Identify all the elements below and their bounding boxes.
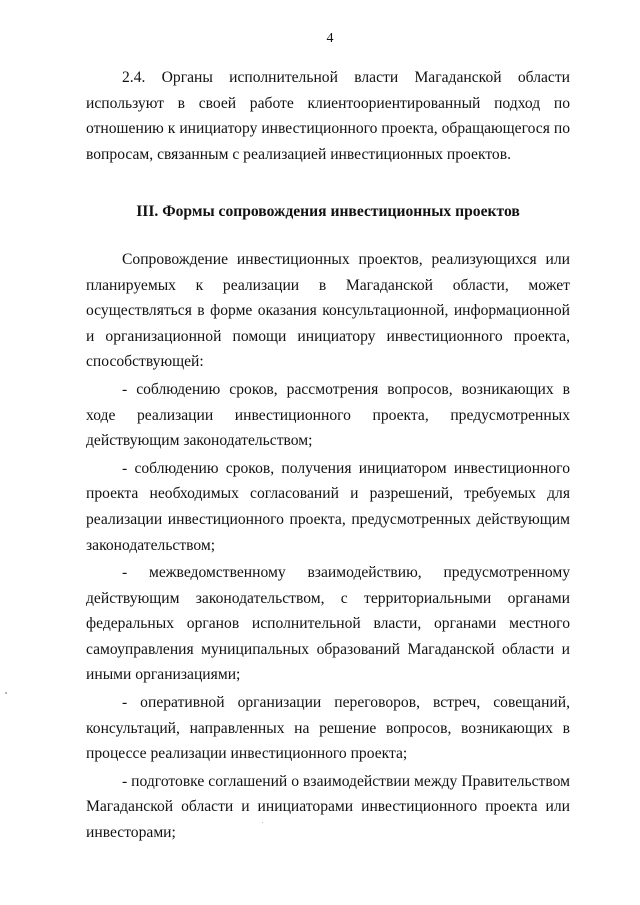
list-item: - соблюдению сроков, получения инициатором инвестиционного проекта необходимых согласований и разрешений, требуемых для реализации инвестиционного проекта, предусмотренных действующим законодательством; — [86, 459, 570, 554]
document-body — [86, 65, 570, 846]
scan-speck — [262, 822, 263, 823]
list-item: - подготовке соглашений о взаимодействии между Правительством Магаданской области и инициаторами инвестиционного проекта или инвесторами; — [86, 772, 570, 842]
scan-speck — [5, 692, 7, 694]
list-item: - соблюдению сроков, рассмотрения вопросов, возникающих в ходе реализации инвестиционного проекта, предусмотренных действующим законодательством; — [86, 380, 570, 450]
list-item: - оперативной организации переговоров, встреч, совещаний, консультаций, направленных на решение вопросов, возникающих в процессе реализации инвестиционного проекта; — [86, 694, 570, 763]
list-item: - межведомственному взаимодействию, предусмотренному действующим законодательством, с территориальными органами федеральных органов исполнительной власти, органами местного самоуправления муниципальных образований Магаданской области и иными организациями; — [86, 564, 570, 684]
paragraph-2-4: 2.4. Органы исполнительной власти Магаданской области используют в своей работе клиентоориентированный подход по отношению к инициатору инвестиционного проекта, обращающегося по вопросам, связанным с реализацией инвестиционных проектов. — [86, 69, 570, 163]
paragraph-intro: Сопровождение инвестиционных проектов, реализующихся или планируемых к реализации в Магаданской области, может осуществляться в форме оказания консультационной, информационной и организационной помощи инициатору инвестиционного проекта, способствующей: — [86, 250, 570, 371]
section-heading: III. Формы сопровождения инвестиционных проектов — [136, 203, 520, 221]
page-number: 4 — [326, 31, 334, 46]
